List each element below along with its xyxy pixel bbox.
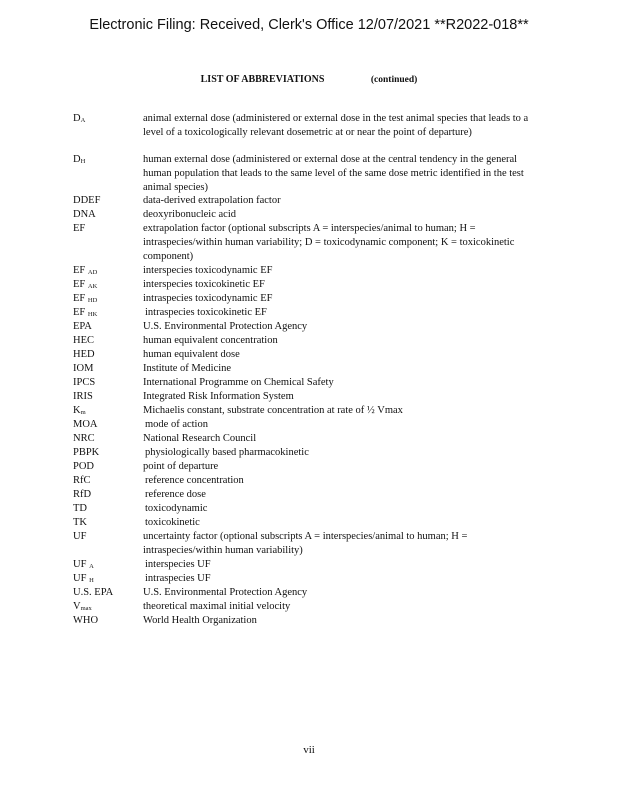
abbreviation-term: $D_H$ (73, 154, 86, 165)
abbreviation-entry (73, 474, 538, 488)
abbreviation-definition: uncertainty factor (optional subscripts A = interspecies/animal to human; H = intraspecies/within human variability) (143, 531, 468, 556)
abbreviation-definition: interspecies UF (145, 559, 211, 570)
abbreviation-term: $K_m$ (73, 405, 86, 416)
abbreviation-entry (73, 432, 538, 446)
abbreviation-definition: Michaelis constant, substrate concentration at rate of ½ Vmax (143, 405, 403, 416)
abbreviation-entry (73, 194, 538, 208)
abbreviation-definition: point of departure (143, 461, 219, 472)
abbreviation-entry (73, 320, 538, 334)
abbreviation-entry (73, 516, 538, 530)
abbreviation-entry (73, 530, 538, 558)
abbreviation-term: TD (73, 503, 87, 514)
abbreviation-definition: Institute of Medicine (143, 363, 232, 374)
abbreviation-entry (73, 112, 538, 140)
abbreviation-entry (73, 460, 538, 474)
title-text: LIST OF ABBREVIATIONS (200, 74, 325, 85)
filing-header: Electronic Filing: Received, Clerk's Office 12/07/2021 **R2022-018** (89, 17, 529, 33)
abbreviation-entry (73, 488, 538, 502)
abbreviation-definition: reference dose (145, 489, 206, 500)
abbreviation-definition: intraspecies toxicodynamic EF (143, 293, 273, 304)
abbreviation-entry (73, 278, 538, 292)
abbreviation-term: EF $_{AK}$ (73, 279, 98, 290)
abbreviation-term: MOA (73, 419, 98, 430)
abbreviation-definition: World Health Organization (143, 615, 257, 626)
abbreviation-definition: data-derived extrapolation factor (143, 195, 281, 206)
abbreviation-entry (73, 153, 538, 195)
abbreviation-entry (73, 334, 538, 348)
abbreviation-entry (73, 502, 538, 516)
abbreviation-definition: National Research Council (143, 433, 257, 444)
abbreviation-definition: mode of action (145, 419, 208, 430)
abbreviation-entry (73, 558, 538, 572)
abbreviation-entry (73, 264, 538, 278)
abbreviation-definition: U.S. Environmental Protection Agency (143, 321, 308, 332)
abbreviation-definition: extrapolation factor (optional subscripts A = interspecies/animal to human; H = intraspecies/within human variability; D = toxicodynamic component; K = toxicokinetic component) (143, 223, 515, 262)
abbreviation-entry (73, 222, 538, 264)
abbreviation-term: EF $_{AD}$ (73, 265, 98, 276)
abbreviation-entry (73, 586, 538, 600)
abbreviation-definition: human equivalent concentration (143, 335, 278, 346)
abbreviation-term: TK (73, 517, 87, 528)
title-continued: (continued) (370, 75, 418, 85)
abbreviation-definition: toxicodynamic (145, 503, 208, 514)
abbreviation-entry (73, 446, 538, 460)
abbreviation-term: RfD (73, 489, 92, 500)
abbreviation-entry (73, 404, 538, 418)
abbreviation-term: IRIS (73, 391, 93, 402)
abbreviation-entry (73, 572, 538, 586)
abbreviation-term: POD (73, 461, 95, 472)
abbreviation-entry (73, 418, 538, 432)
abbreviation-entry (73, 208, 538, 222)
abbreviation-definition: intraspecies toxicokinetic EF (145, 307, 267, 318)
page-title (0, 74, 618, 85)
abbreviation-term: HED (73, 349, 95, 360)
abbreviation-entry (73, 390, 538, 404)
abbreviation-definition: human equivalent dose (143, 349, 240, 360)
abbreviation-definition: Integrated Risk Information System (143, 391, 294, 402)
abbreviation-term: $V_{max}$ (73, 601, 92, 612)
abbreviation-definition: animal external dose (administered or external dose in the test animal species that leads to a level of a toxicologically relevant dosemetric at or near the point of departure) (143, 113, 529, 138)
abbreviation-term: UF $_A$ (73, 559, 94, 570)
abbreviation-entry (73, 348, 538, 362)
abbreviation-term: WHO (73, 615, 99, 626)
abbreviation-term: EF $_{HD}$ (73, 293, 98, 304)
abbreviation-term: UF (73, 531, 87, 542)
abbreviation-entry (73, 362, 538, 376)
abbreviation-definition: physiologically based pharmacokinetic (145, 447, 309, 458)
abbreviation-term: U.S. EPA (73, 587, 114, 598)
abbreviation-term: EF (73, 223, 86, 234)
abbreviation-term: DDEF (73, 195, 101, 206)
page-number: vii (303, 744, 315, 756)
abbreviation-term: HEC (73, 335, 94, 346)
abbreviation-term: RfC (73, 475, 91, 486)
abbreviation-term: $D_A$ (73, 113, 86, 124)
abbreviation-definition: U.S. Environmental Protection Agency (143, 587, 308, 598)
abbreviation-term: PBPK (73, 447, 100, 458)
abbreviation-entry (73, 292, 538, 306)
abbreviation-term: EPA (73, 321, 92, 332)
abbreviation-term: UF $_H$ (73, 573, 94, 584)
abbreviation-definition: toxicokinetic (145, 517, 200, 528)
abbreviation-entry (73, 600, 538, 614)
abbreviation-term: EF $_{HK}$ (73, 307, 98, 318)
abbreviation-definition: International Programme on Chemical Safety (143, 377, 334, 388)
abbreviation-entry (73, 306, 538, 320)
abbreviation-term: NRC (73, 433, 95, 444)
abbreviation-entry (73, 376, 538, 390)
abbreviation-term: IPCS (73, 377, 96, 388)
abbreviation-definition: reference concentration (145, 475, 244, 486)
abbreviation-definition: deoxyribonucleic acid (143, 209, 237, 220)
abbreviation-entry (73, 614, 538, 628)
abbreviation-term: DNA (73, 209, 96, 220)
abbreviation-definition: intraspecies UF (145, 573, 211, 584)
abbreviation-definition: human external dose (administered or external dose at the central tendency in the general human population that leads to the same level of the same dose metric identified in the test animal species) (143, 154, 524, 193)
abbreviation-term: IOM (73, 363, 94, 374)
abbreviation-definition: interspecies toxicokinetic EF (143, 279, 265, 290)
abbreviation-definition: theoretical maximal initial velocity (143, 601, 291, 612)
abbreviation-definition: interspecies toxicodynamic EF (143, 265, 273, 276)
